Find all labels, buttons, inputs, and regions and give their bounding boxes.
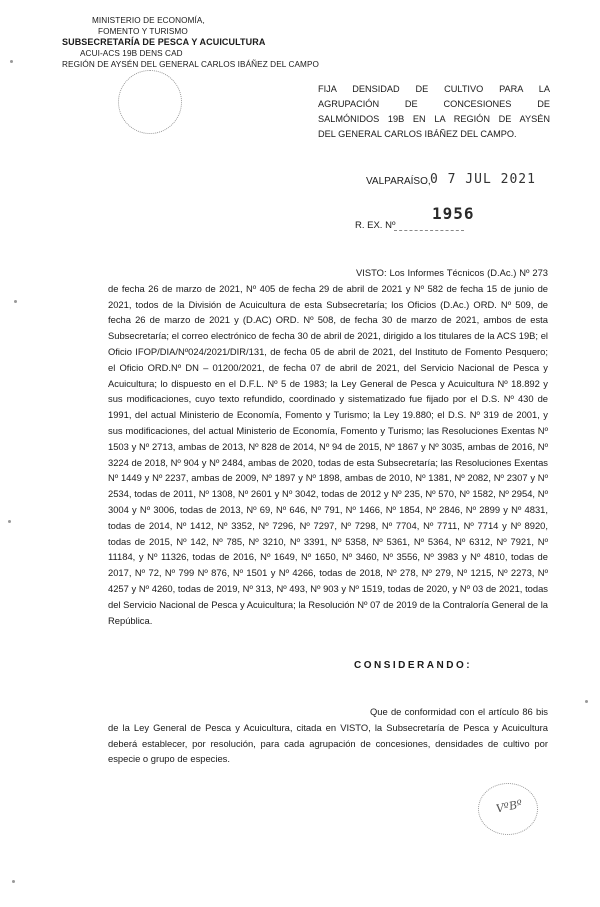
title-line-1: FIJA DENSIDAD DE CULTIVO PARA LA	[318, 84, 550, 94]
place-label: VALPARAÍSO,	[366, 176, 431, 187]
scan-speck	[10, 60, 13, 63]
considerando-heading: CONSIDERANDO:	[354, 660, 473, 671]
official-seal-stamp	[118, 70, 182, 134]
title-line-4: DEL GENERAL CARLOS IBÁÑEZ DEL CAMPO.	[318, 129, 517, 139]
resolution-title	[318, 82, 550, 142]
resolution-label: R. EX. Nº	[355, 220, 396, 231]
handwritten-initials: VºBº	[494, 797, 524, 816]
ministry-line: MINISTERIO DE ECONOMÍA,	[92, 16, 205, 25]
considerando-paragraph-1: Que de conformidad con el artículo 86 bis de la Ley General de Pesca y Acuicultura, citada en VISTO, la Subsecretaría de Pesca y Acuicultura deberá establecer, por resolución, para cada agrupación de concesiones, densidades de cultivo por especie o grupo de especies.	[108, 706, 548, 765]
file-reference: ACUI-ACS 19B DENS CAD	[80, 49, 183, 58]
resolution-number-line	[394, 230, 464, 231]
title-line-3: SALMÓNIDOS 19B EN LA REGIÓN DE AYSÉN	[318, 114, 550, 124]
visto-paragraph: VISTO: Los Informes Técnicos (D.Ac.) Nº 273 de fecha 26 de marzo de 2021, Nº 405 de fecha 29 de abril de 2021 y Nº 582 de fecha 15 de junio de 2021, todos de la División de Acuicultura de esta Subsecretaría; los Oficios (D.Ac.) ORD. Nº 509, de fecha 26 de marzo de 2021 y (D.AC) ORD. Nº 508, de fecha 30 de marzo de 2021, ambos de esta Subsecretaría; el correo electrónico de fecha 30 de abril de 2021, dirigido a los titulares de la ACS 19B; el Oficio IFOP/DIA/Nº024/2021/DIR/131, de fecha 05 de abril de 2021, del Instituto de Fomento Pesquero; el Oficio ORD.Nº DN – 01200/2021, de fecha 07 de abril de 2021, del Servicio Nacional de Pesca y Acuicultura; lo dispuesto en el D.F.L. Nº 5 de 1983; la Ley General de Pesca y Acuicultura Nº 18.892 y sus modificaciones, cuyo texto refundido, coordinado y sistematizado fue fijado por el D.S. Nº 430 de 1991, del actual Ministerio de Economía, Fomento y Turismo; la Ley 19.880; el D.S. Nº 319 de 2001, y sus modificaciones, del actual Ministerio de Economía, Fomento y Turismo; las Resoluciones Exentas Nº 1503 y Nº 2713, ambas de 2013, Nº 828 de 2014, Nº 94 de 2015, Nº 1867 y Nº 3035, ambas de 2016, Nº 3224 de 2018, Nº 904 y Nº 2484, ambas de 2020, todas de esta Subsecretaría; las Resoluciones Exentas Nº 1449 y Nº 2237, ambas de 2009, Nº 1897 y Nº 1898, ambas de 2010, Nº 1381, Nº 2082, Nº 2307 y Nº 2534, todas de 2011, Nº 1308, Nº 2601 y Nº 3042, todas de 2012 y Nº 235, Nº 570, Nº 1582, Nº 2954, Nº 3004 y Nº 3006, todas de 2013, Nº 69, Nº 646, Nº 791, Nº 1466, Nº 1854, Nº 2846, Nº 2899 y Nº 4831, todas de 2014, Nº 1412, Nº 3352, Nº 7296, Nº 7297, Nº 7298, Nº 7704, Nº 7711, Nº 7714 y Nº 8920, todas de 2015, Nº 142, Nº 785, Nº 3210, Nº 3391, Nº 5358, Nº 5361, Nº 5364, Nº 6312, Nº 7921, Nº 11184, y Nº 11326, todas de 2016, Nº 1649, Nº 1650, Nº 3460, Nº 3556, Nº 3983 y Nº 4810, todas de 2017, Nº 72, Nº 799 Nº 876, Nº 1501 y Nº 4266, todas de 2018, Nº 278, Nº 279, Nº 1215, Nº 2273, Nº 4257 y Nº 4260, todas de 2019, Nº 313, Nº 493, Nº 903 y Nº 1519, todas de 2020, y Nº 03 de 2021, todas del Servicio Nacional de Pesca y Acuicultura; la Resolución Nº 07 de 2019 de la Contraloría General de la República.	[108, 267, 548, 626]
scan-speck	[8, 520, 11, 523]
scan-speck	[585, 700, 588, 703]
scan-speck	[12, 880, 15, 883]
resolution-number-stamp: 1956	[432, 204, 475, 223]
issuing-authority-header	[62, 15, 319, 70]
date-stamp: 0 7 JUL 2021	[430, 172, 536, 187]
ministry-line-2: FOMENTO Y TURISMO	[98, 27, 188, 36]
undersecretariat-line: SUBSECRETARÍA DE PESCA Y ACUICULTURA	[62, 37, 266, 47]
scan-speck	[14, 300, 17, 303]
region-line: REGIÓN DE AYSÉN DEL GENERAL CARLOS IBÁÑEZ DEL CAMPO	[62, 60, 320, 69]
title-line-2: AGRUPACIÓN DE CONCESIONES DE	[318, 99, 550, 109]
